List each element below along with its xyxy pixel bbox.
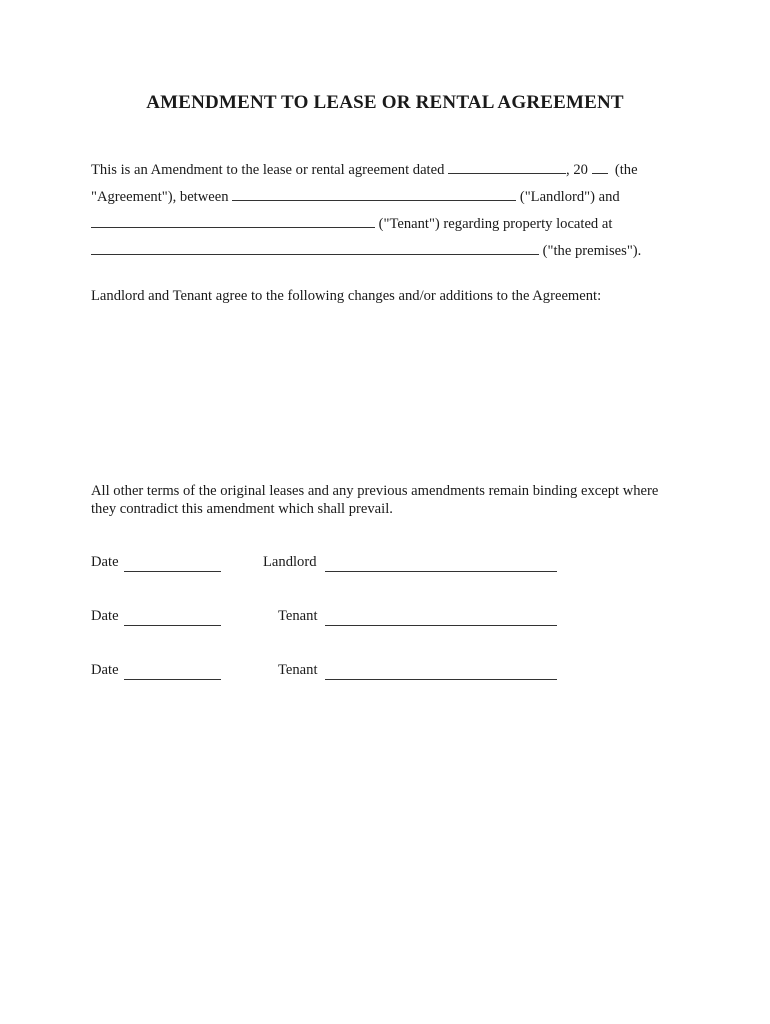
- signature-date-blank[interactable]: [124, 570, 221, 572]
- tenant-name-blank[interactable]: [91, 214, 375, 228]
- closing-line-1: All other terms of the original leases and any previous amendments remain binding except where: [91, 483, 659, 499]
- signature-date-label: Date: [91, 554, 119, 570]
- landlord-signature-blank[interactable]: [325, 570, 557, 572]
- premises-address-blank[interactable]: [91, 241, 539, 255]
- landlord-signature-label: Landlord: [263, 554, 317, 570]
- intro-line-4: [91, 241, 641, 260]
- tenant-signature-blank[interactable]: [325, 678, 557, 680]
- tenant-signature-blank[interactable]: [325, 624, 557, 626]
- intro-line-1-text: This is an Amendment to the lease or rental agreement dated: [91, 162, 445, 178]
- intro-line-2-end: ("Landlord") and: [519, 189, 620, 205]
- intro-line-3: [91, 214, 612, 233]
- landlord-name-blank[interactable]: [232, 187, 516, 201]
- changes-intro: Landlord and Tenant agree to the following changes and/or additions to the Agreement:: [91, 288, 602, 304]
- intro-line-2: [91, 187, 620, 206]
- intro-year-prefix: , 20: [566, 162, 588, 178]
- tenant-signature-label: Tenant: [278, 608, 318, 624]
- closing-line-2: they contradict this amendment which shall prevail.: [91, 501, 393, 517]
- intro-line-2-text: "Agreement"), between: [91, 189, 229, 205]
- agreement-date-blank[interactable]: [448, 160, 566, 174]
- intro-line-3-text: ("Tenant") regarding property located at: [378, 216, 613, 232]
- signature-date-label: Date: [91, 608, 119, 624]
- document-title: AMENDMENT TO LEASE OR RENTAL AGREEMENT: [146, 92, 624, 113]
- intro-line-4-text: ("the premises").: [542, 243, 642, 259]
- tenant-signature-label: Tenant: [278, 662, 318, 678]
- signature-date-label: Date: [91, 662, 119, 678]
- signature-date-blank[interactable]: [124, 678, 221, 680]
- agreement-year-blank[interactable]: [592, 160, 608, 174]
- intro-line-1-end: (the: [614, 162, 638, 178]
- signature-date-blank[interactable]: [124, 624, 221, 626]
- intro-line-1: [91, 160, 638, 179]
